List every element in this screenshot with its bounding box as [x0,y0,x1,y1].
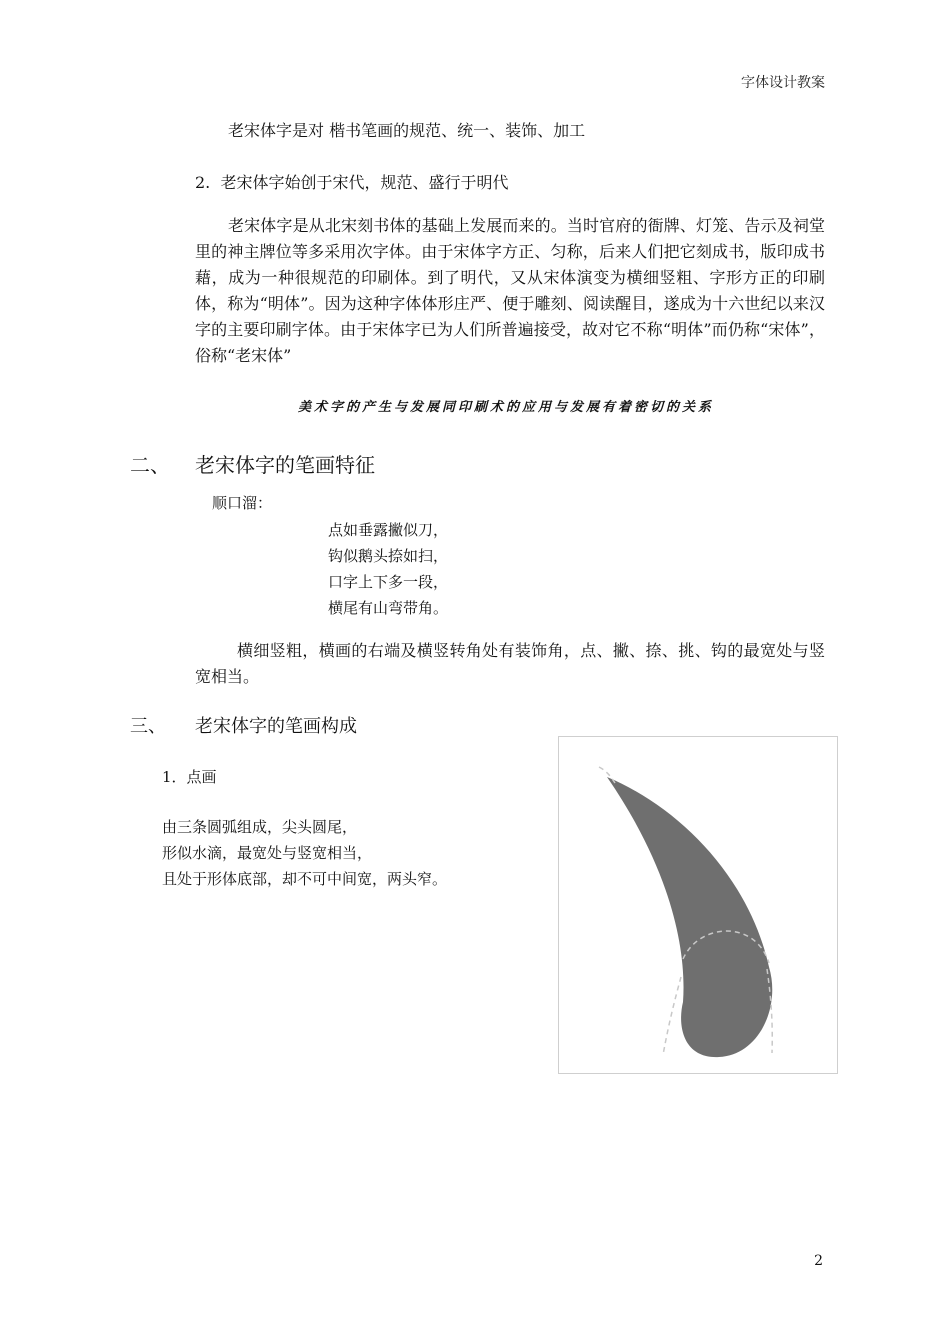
poem-label: 顺口溜： [212,494,273,512]
description-line: 形似水滴，最宽处与竖宽相当， [162,844,373,862]
poem-line: 口字上下多一段， [328,573,449,591]
intro-lead: 老宋体字是对 楷书笔画的规范、统一、装饰、加工 [228,121,586,140]
section-2-title: 老宋体字的笔画特征 [195,453,375,477]
section-3-title: 老宋体字的笔画构成 [195,716,357,737]
guide-arc-top [599,767,615,783]
header-title: 字体设计教案 [741,75,825,91]
intro-item-2: 2. 老宋体字始创于宋代，规范、盛行于明代 [195,173,509,192]
page-number: 2 [814,1253,823,1269]
poem-line: 点如垂露撇似刀， [328,521,449,539]
dot-stroke-description [162,814,447,892]
dot-stroke-figure [558,736,838,1074]
description-line: 由三条圆弧组成，尖头圆尾， [162,818,358,836]
section-3-item-1: 1．点画 [162,768,217,786]
tagline: 美术字的产生与发展同印刷术的应用与发展有着密切的关系 [298,400,715,415]
dot-stroke-illustration [559,737,837,1073]
poem-line: 钩似鹅头捺如扫， [328,547,449,565]
guide-arc-left [663,977,681,1055]
section-3-number: 三、 [130,716,166,737]
description-line: 且处于形体底部，却不可中间宽，两头窄。 [162,870,448,888]
section-2-number: 二、 [130,453,170,477]
section-2-paragraph: 横细竖粗，横画的右端及横竖转角处有装饰角，点、撇、捺、挑、钩的最宽处与竖宽相当。 [195,641,825,686]
dot-stroke-shape [607,777,772,1057]
poem [328,517,448,621]
intro-paragraph: 老宋体字是从北宋刻书体的基础上发展而来的。当时官府的衙牌、灯笼、告示及祠堂里的神主牌位等多采用次字体。由于宋体字方正、匀称，后来人们把它刻成书，版印成书藉，成为一种很规范的印刷体。到了明代，又从宋体演变为横细竖粗、字形方正的印刷体，称为“明体”。因为这种字体体形庄严、便于雕刻、阅读醒目，遂成为十六世纪以来汉字的主要印刷字体。由于宋体字已为人们所普遍接受，故对它不称“明体”而仍称“宋体”，俗称“老宋体” [195,216,825,365]
poem-line: 横尾有山弯带角。 [328,599,449,617]
